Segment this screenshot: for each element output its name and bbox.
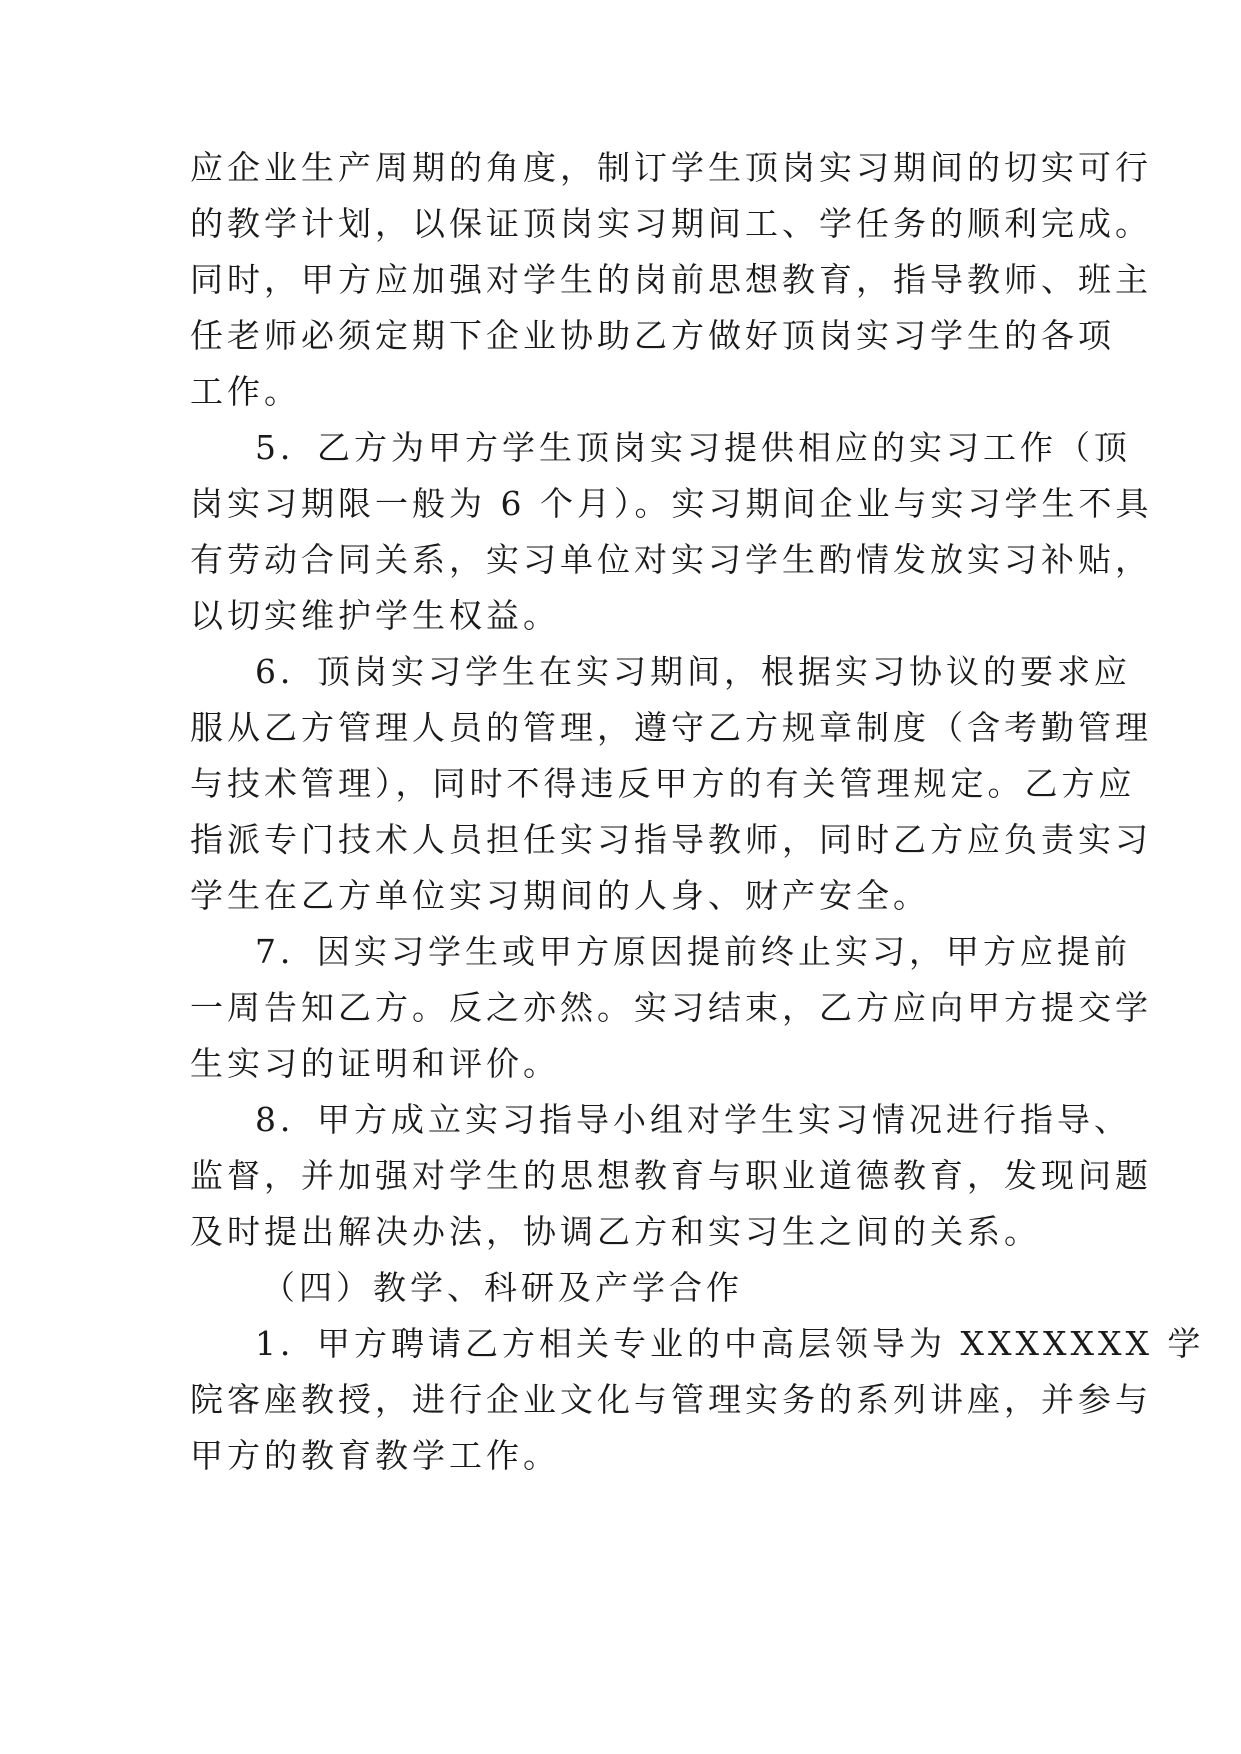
text-line: 学生在乙方单位实习期间的人身、财产安全。 (190, 876, 930, 915)
paragraph-start-1: 1．甲方聘请乙方相关专业的中高层领导为 XXXXXXX 学 (255, 1324, 1205, 1363)
text-line: 与技术管理），同时不得违反甲方的有关管理规定。乙方应 (190, 764, 1136, 803)
text-line: 一周告知乙方。反之亦然。实习结束，乙方应向甲方提交学 (190, 988, 1152, 1027)
paragraph-start-6: 6．顶岗实习学生在实习期间，根据实习协议的要求应 (255, 652, 1131, 691)
text-line: 监督，并加强对学生的思想教育与职业道德教育，发现问题 (190, 1156, 1152, 1195)
text-line: 服从乙方管理人员的管理，遵守乙方规章制度（含考勤管理 (190, 708, 1152, 747)
section-heading: （四）教学、科研及产学合作 (262, 1268, 743, 1307)
text-line: 生实习的证明和评价。 (190, 1044, 560, 1083)
text-line: 应企业生产周期的角度，制订学生顶岗实习期间的切实可行 (190, 148, 1152, 187)
paragraph-start-8: 8．甲方成立实习指导小组对学生实习情况进行指导、 (255, 1100, 1131, 1139)
text-line: 甲方的教育教学工作。 (190, 1436, 560, 1475)
paragraph-start-5: 5．乙方为甲方学生顶岗实习提供相应的实习工作（顶 (255, 428, 1131, 467)
text-line: 的教学计划，以保证顶岗实习期间工、学任务的顺利完成。 (190, 204, 1152, 243)
text-line: 及时提出解决办法，协调乙方和实习生之间的关系。 (190, 1212, 1041, 1251)
text-line: 工作。 (190, 372, 301, 411)
text-line: 院客座教授，进行企业文化与管理实务的系列讲座，并参与 (190, 1380, 1152, 1419)
text-line: 以切实维护学生权益。 (190, 596, 560, 635)
text-line: 有劳动合同关系，实习单位对实习学生酌情发放实习补贴， (190, 540, 1152, 579)
paragraph-start-7: 7．因实习学生或甲方原因提前终止实习，甲方应提前 (255, 932, 1131, 971)
text-line: 同时，甲方应加强对学生的岗前思想教育，指导教师、班主 (190, 260, 1152, 299)
text-line: 指派专门技术人员担任实习指导教师，同时乙方应负责实习 (190, 820, 1152, 859)
text-line: 任老师必须定期下企业协助乙方做好顶岗实习学生的各项 (190, 316, 1115, 355)
text-line: 岗实习期限一般为 6 个月）。实习期间企业与实习学生不具 (190, 484, 1153, 523)
